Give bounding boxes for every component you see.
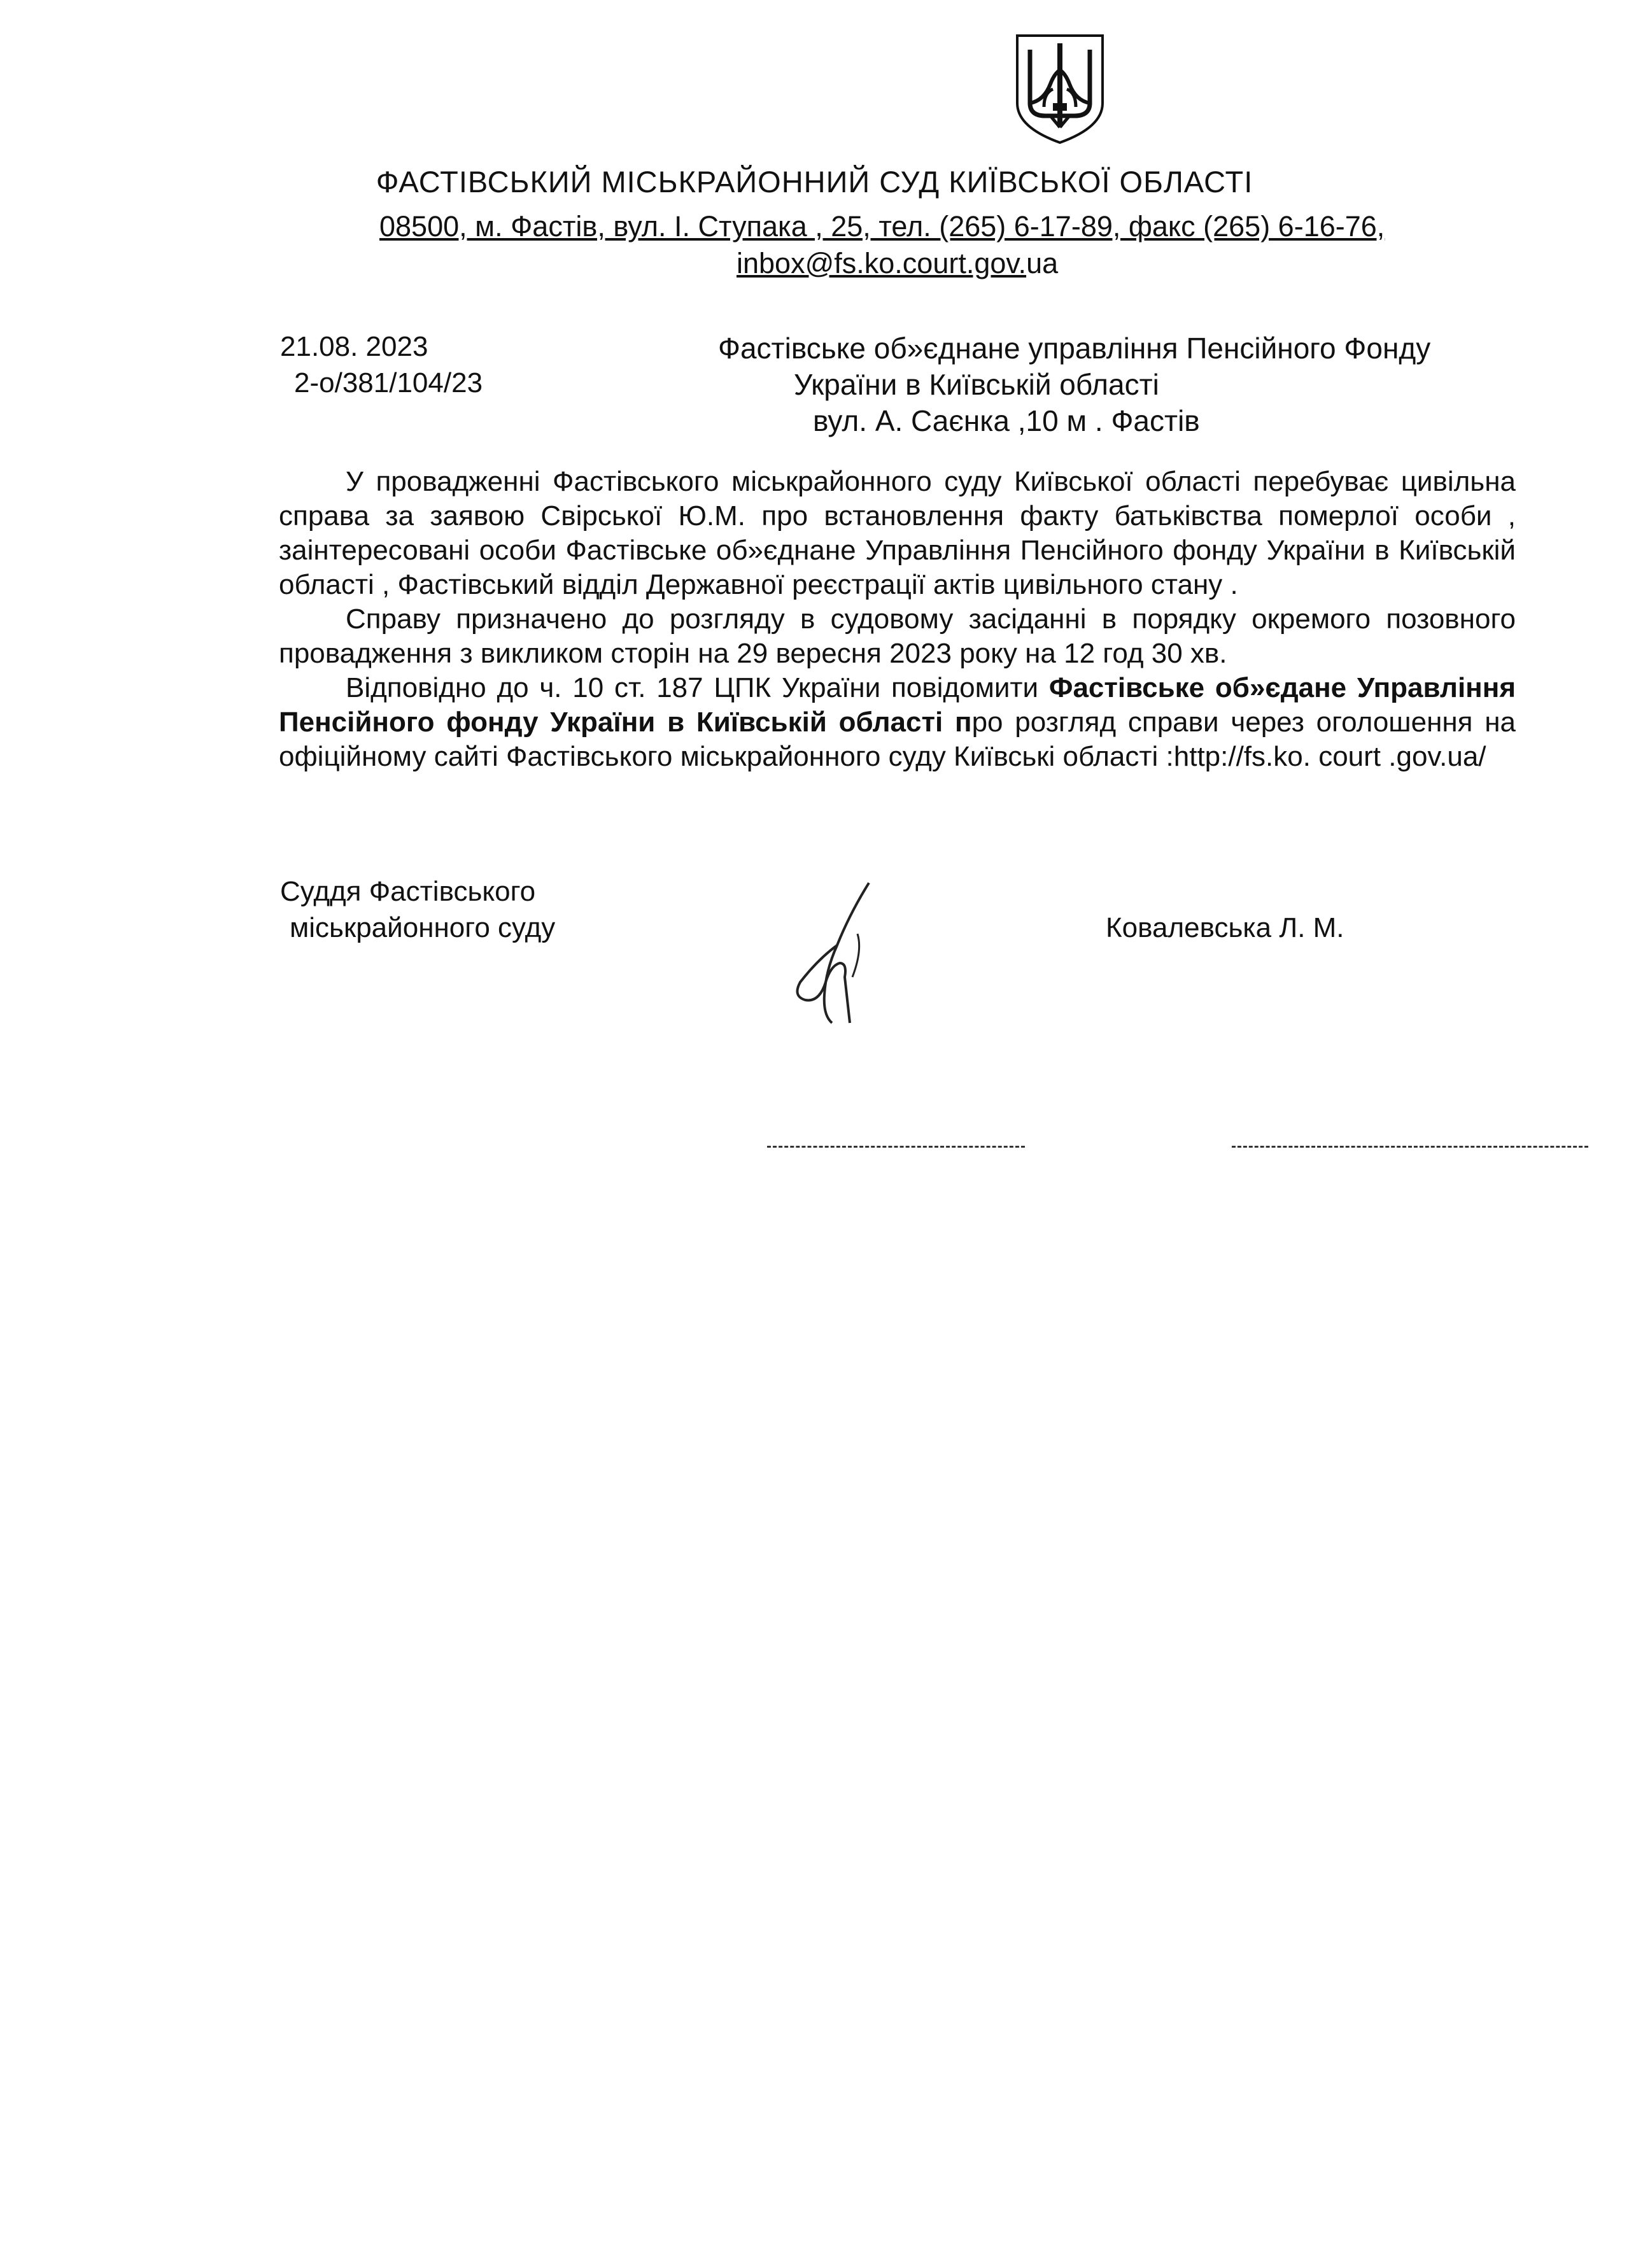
body-paragraph-2: Справу призначено до розгляду в судовому засіданні в порядку окремого позовного провадження з викликом сторін на 29 вересня 2023 року на 12 год 30 хв. — [279, 603, 1516, 669]
body-paragraph-3 — [279, 671, 1516, 774]
stamp-divider-left — [767, 1146, 1025, 1148]
court-name: ФАСТІВСЬКИЙ МІСЬКРАЙОННИЙ СУД КИЇВСЬКОЇ ОБЛАСТІ — [376, 165, 1253, 199]
letter-date: 21.08. 2023 — [280, 331, 428, 362]
court-email-tail: ua — [1026, 247, 1059, 279]
body-paragraph-3-bold: Фастівське об»єдане Управління Пенсійного фонду України в Київській області п — [279, 672, 1516, 738]
trident-icon — [1012, 32, 1108, 146]
court-email — [737, 247, 1058, 280]
recipient-line-1: Фастівське об»єднане управління Пенсійного Фонду — [718, 332, 1431, 365]
court-address: 08500, м. Фастів, вул. І. Ступака , 25, тел. (265) 6-17-89, факс (265) 6-16-76, — [379, 210, 1385, 243]
judge-name: Ковалевська Л. М. — [1106, 912, 1344, 943]
body-paragraph-1: У провадженні Фастівського міськрайонного суду Київської області перебуває цивільна справа за заявою Свірської Ю.М. про встановлення факту батьківства померлої особи , заінтересовані особи Фастівське об»єднане Управління Пенсійного фонду України в Київській області , Фастівський відділ Державної реєстрації актів цивільного стану . — [279, 466, 1516, 600]
court-email-underlined: inbox@fs.ko.court.gov. — [737, 247, 1027, 279]
case-number: 2-о/381/104/23 — [294, 367, 483, 398]
handwritten-signature-icon — [786, 875, 882, 1028]
letter-body — [279, 465, 1516, 774]
body-paragraph-3-end: ро розгляд справи через оголошення на офіційному сайті Фастівського міськрайонного суду Київські області :http://fs.ko. court .gov.ua/ — [279, 707, 1516, 772]
stamp-divider-right — [1232, 1146, 1588, 1148]
judge-role-line-1: Суддя Фастівського — [280, 876, 536, 907]
recipient-line-2: України в Київській області — [794, 368, 1159, 401]
recipient-line-3: вул. А. Саєнка ,10 м . Фастів — [813, 404, 1200, 437]
body-paragraph-3-start: Відповідно до ч. 10 ст. 187 ЦПК України повідомити — [346, 672, 1049, 703]
judge-role-line-2: міськрайонного суду — [290, 912, 556, 943]
